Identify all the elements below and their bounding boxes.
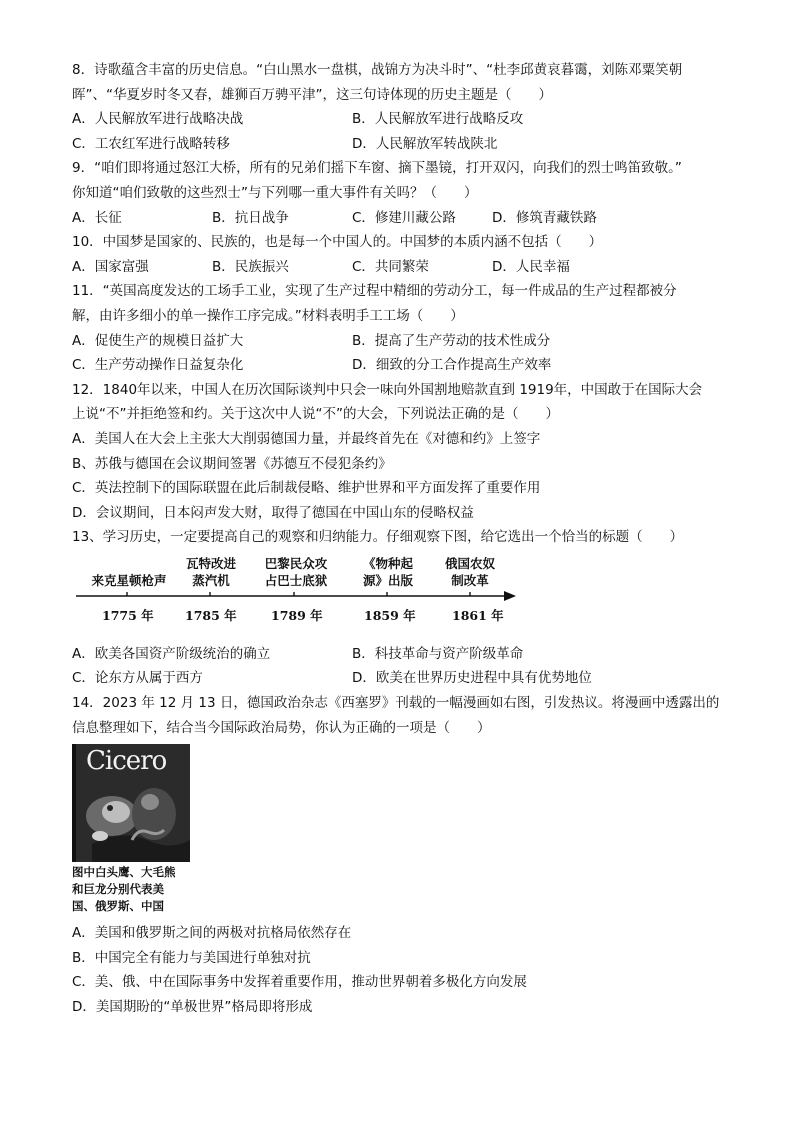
timeline-event-label: 来克星顿枪声 <box>91 572 167 588</box>
option-c[interactable]: C．英法控制下的国际联盟在此后制裁侵略、维护世界和平方面发挥了重要作用 <box>72 480 541 497</box>
question-10 <box>72 230 732 279</box>
option-a[interactable]: A．国家富强 <box>72 258 149 275</box>
timeline-year: 1775 年 <box>102 607 154 623</box>
option-c[interactable]: C．生产劳动操作日益复杂化 <box>72 357 244 374</box>
option-d[interactable]: D．会议期间，日本闷声发大财，取得了德国在中国山东的侵略权益 <box>72 504 474 521</box>
option-a[interactable]: A．人民解放军进行战略决战 <box>72 111 244 128</box>
question-stem: 13、学习历史，一定要提高自己的观察和归纳能力。仔细观察下图，给它选出一个恰当的标题（ ） <box>72 529 684 546</box>
option-b[interactable]: B、苏俄与德国在会议期间签署《苏德互不侵犯条约》 <box>72 455 392 472</box>
options-row <box>72 132 732 157</box>
question-14 <box>72 691 732 1020</box>
question-9 <box>72 156 732 230</box>
option-c[interactable]: C．共同繁荣 <box>352 258 429 275</box>
option-c[interactable]: C．工农红军进行战略转移 <box>72 135 230 152</box>
caption-line: 图中白头鹰、大毛熊 <box>72 865 176 880</box>
option-d[interactable]: D．修筑青藏铁路 <box>492 209 597 226</box>
option-d[interactable]: D．细致的分工合作提高生产效率 <box>352 357 552 374</box>
question-12 <box>72 378 732 526</box>
exam-page <box>72 58 732 1020</box>
options-row <box>72 107 732 132</box>
question-stem: 9．“咱们即将通过怒江大桥，所有的兄弟们摇下车窗、摘下墨镜，打开双闪，向我们的烈士鸣笛致敬。” <box>72 160 682 177</box>
option-a[interactable]: A．长征 <box>72 209 122 226</box>
question-stem: 上说“不”并拒绝签和约。关于这次中人说“不”的大会，下列说法正确的是（ ） <box>72 406 559 423</box>
option-d[interactable]: D．人民幸福 <box>492 258 570 275</box>
question-stem: 晖”、“华夏岁时冬又春，雄狮百万骋平津”，这三句诗体现的历史主题是（ ） <box>72 86 552 103</box>
option-c[interactable]: C．论东方从属于西方 <box>72 670 203 687</box>
question-13 <box>72 525 732 691</box>
option-a[interactable]: A．美国人在大会上主张大大削弱德国力量，并最终首先在《对德和约》上签字 <box>72 430 541 447</box>
option-c[interactable]: C．修建川藏公路 <box>352 209 456 226</box>
question-stem: 解，由许多细小的单一操作工序完成。”材料表明手工工场（ ） <box>72 307 464 324</box>
option-b[interactable]: B．科技革命与资产阶级革命 <box>352 645 524 662</box>
options-row <box>72 353 732 378</box>
option-b[interactable]: B．民族振兴 <box>212 258 289 275</box>
option-a[interactable]: A．欧美各国资产阶级统治的确立 <box>72 645 271 662</box>
timeline-figure <box>72 552 732 636</box>
option-b[interactable]: B．中国完全有能力与美国进行单独对抗 <box>72 949 311 966</box>
option-c[interactable]: C．美、俄、中在国际事务中发挥着重要作用，推动世界朝着多极化方向发展 <box>72 974 527 991</box>
options-row <box>72 255 732 280</box>
options-row <box>72 206 732 231</box>
question-11 <box>72 279 732 377</box>
option-d[interactable]: D．欧美在世界历史进程中具有优势地位 <box>352 670 592 687</box>
option-a[interactable]: A．美国和俄罗斯之间的两极对抗格局依然存在 <box>72 925 352 942</box>
caption-line: 和巨龙分别代表美 <box>72 882 164 897</box>
option-a[interactable]: A．促使生产的规模日益扩大 <box>72 332 244 349</box>
timeline-event-label: 巴黎民众攻 占巴士底狱 <box>264 555 328 588</box>
options-row <box>72 642 732 667</box>
question-stem: 11．“英国高度发达的工场手工业，实现了生产过程中精细的劳动分工，每一件成品的生产过程都被分 <box>72 283 677 300</box>
timeline-year: 1785 年 <box>185 607 237 623</box>
timeline-year: 1789 年 <box>271 607 323 623</box>
cartoon-caption <box>72 864 192 915</box>
options-row <box>72 329 732 354</box>
question-stem: 10．中国梦是国家的、民族的，也是每一个中国人的。中国梦的本质内涵不包括（ ） <box>72 234 603 251</box>
magazine-title: Cicero <box>86 746 167 777</box>
caption-line: 国、俄罗斯、中国 <box>72 899 164 914</box>
option-d[interactable]: D．美国期盼的“单极世界”格局即将形成 <box>72 999 313 1016</box>
question-stem: 8．诗歌蕴含丰富的历史信息。“白山黑水一盘棋，战锦方为决斗时”、“杜李邱黄哀暮霭，刘陈邓粟笑朝 <box>72 62 683 78</box>
option-b[interactable]: B．人民解放军进行战略反攻 <box>352 111 524 128</box>
options-row <box>72 666 732 691</box>
option-b[interactable]: B．提高了生产劳动的技术性成分 <box>352 332 551 349</box>
question-stem: 14．2023 年 12 月 13 日，德国政治杂志《西塞罗》刊载的一幅漫画如右图，引发热议。将漫画中透露出的 <box>72 695 720 712</box>
option-b[interactable]: B．抗日战争 <box>212 209 289 226</box>
timeline-event-label: 俄国农奴 制改革 <box>444 555 495 588</box>
timeline-event-label: 瓦特改进 蒸汽机 <box>185 555 236 588</box>
timeline-year: 1859 年 <box>364 607 416 623</box>
timeline-event-label: 《物种起 源》出版 <box>362 555 413 588</box>
cartoon-figure <box>72 744 192 915</box>
question-stem: 你知道“咱们致敬的这些烈士”与下列哪一重大事件有关吗？（ ） <box>72 184 478 201</box>
magazine-cover-image <box>72 744 190 862</box>
question-stem: 12．1840年以来，中国人在历次国际谈判中只会一味向外国割地赔款直到 1919年，中国敢于在国际大会 <box>72 381 703 398</box>
option-d[interactable]: D．人民解放军转战陕北 <box>352 135 498 152</box>
question-stem: 信息整理如下，结合当今国际政治局势，你认为正确的一项是（ ） <box>72 719 491 736</box>
question-8 <box>72 58 732 156</box>
timeline-year: 1861 年 <box>452 607 504 623</box>
